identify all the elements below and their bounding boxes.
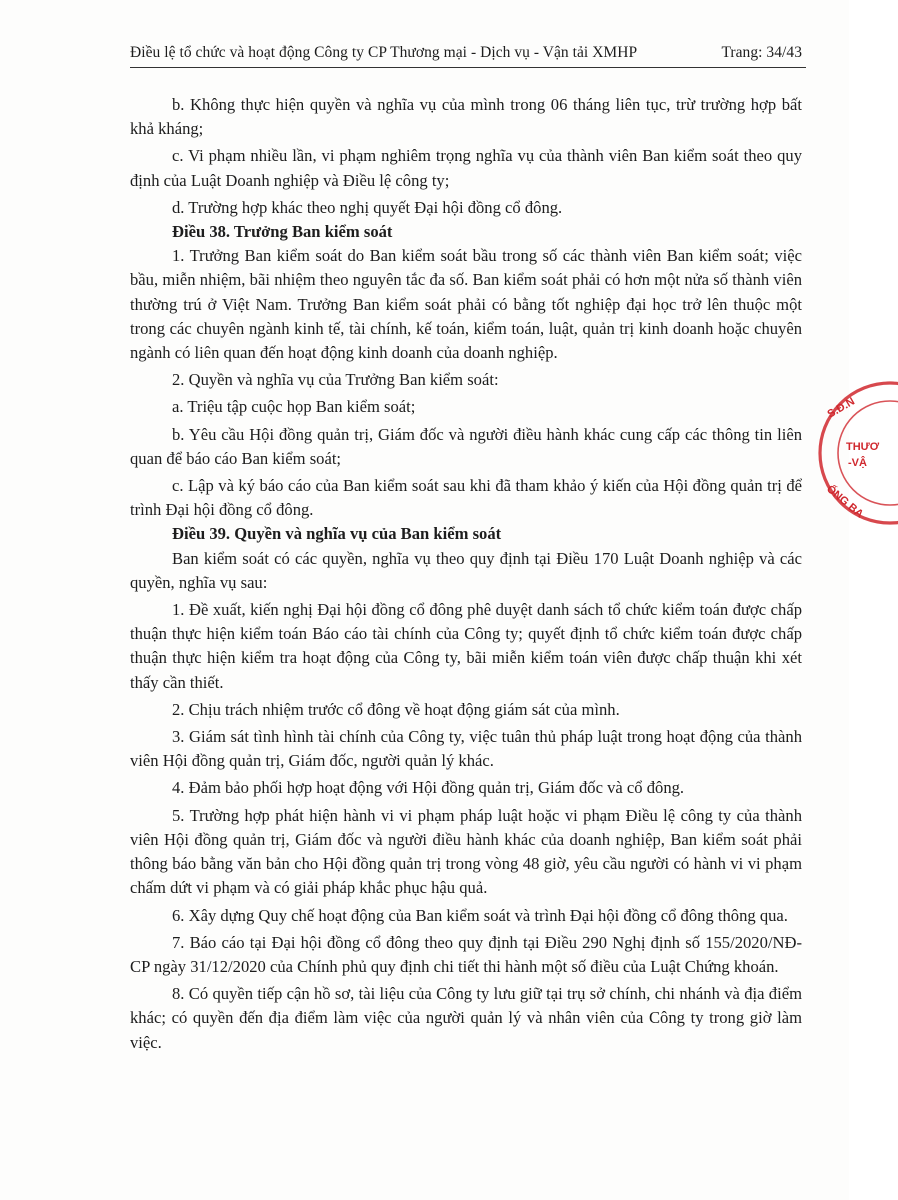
stamp-text-mid2: -VẬ: [848, 457, 867, 469]
page-header: [130, 44, 802, 62]
header-divider: [130, 67, 806, 68]
article-39-heading: Điều 39. Quyền và nghĩa vụ của Ban kiểm soát: [172, 524, 502, 544]
article-39-item-5: 5. Trường hợp phát hiện hành vi vi phạm pháp luật hoặc vi phạm Điều lệ công ty của thành viên Hội đồng quản trị, Giám đốc và người điều hành khác của doanh nghiệp, Ban kiểm soát phải thông báo bằng văn bản cho Hội đồng quản trị trong vòng 48 giờ, yêu cầu người có hành vi vi phạm chấm dứt vi phạm và có giải pháp khắc phục hậu quả.: [130, 805, 802, 898]
article-38-item-2: 2. Quyền và nghĩa vụ của Trưởng Ban kiểm soát:: [172, 370, 499, 390]
article-39-item-8: 8. Có quyền tiếp cận hồ sơ, tài liệu của Công ty lưu giữ tại trụ sở chính, chi nhánh và địa điểm khác; có quyền đến địa điểm làm việc của người quản lý và nhân viên của Công ty trong giờ làm việc.: [130, 984, 802, 1052]
clause-c: c. Vi phạm nhiều lần, vi phạm nghiêm trọng nghĩa vụ của thành viên Ban kiểm soát theo quy định của Luật Doanh nghiệp và Điều lệ công ty;: [130, 146, 802, 190]
stamp-text-top: S.Đ.N: [825, 395, 857, 421]
document-body: [130, 93, 802, 1055]
article-39-item-4: 4. Đảm bảo phối hợp hoạt động với Hội đồng quản trị, Giám đốc và cổ đông.: [172, 778, 685, 798]
article-39-intro: Ban kiểm soát có các quyền, nghĩa vụ theo quy định tại Điều 170 Luật Doanh nghiệp và các quyền, nghĩa vụ sau:: [130, 548, 802, 592]
article-39-item-1: 1. Đề xuất, kiến nghị Đại hội đồng cổ đông phê duyệt danh sách tổ chức kiểm toán được chấp thuận thực hiện kiểm toán Báo cáo tài chính của Công ty; quyết định tổ chức kiểm toán được chấp thuận thực hiện kiểm tra hoạt động của Công ty, bãi miễn kiểm toán viên được chấp thuận khi xét thấy cần thiết.: [130, 600, 802, 692]
company-seal-stamp: [808, 378, 898, 528]
stamp-text-bottom: ỐNG BA: [824, 483, 866, 521]
clause-b: b. Không thực hiện quyền và nghĩa vụ của mình trong 06 tháng liên tục, trừ trường hợp bất khả kháng;: [130, 95, 802, 139]
article-38-item-2b: b. Yêu cầu Hội đồng quản trị, Giám đốc và người điều hành khác cung cấp các thông tin liên quan để báo cáo Ban kiểm soát;: [130, 424, 802, 468]
article-38-item-1: 1. Trưởng Ban kiểm soát do Ban kiểm soát bầu trong số các thành viên Ban kiểm soát; việc bầu, miễn nhiệm, bãi nhiệm theo nguyên tắc đa số. Ban kiểm soát phải có hơn một nửa số thành viên thường trú ở Việt Nam. Trưởng Ban kiểm soát phải có bằng tốt nghiệp đại học trở lên thuộc một trong các chuyên ngành kinh tế, tài chính, kế toán, kiểm toán, luật, quản trị kinh doanh hoặc chuyên ngành có liên quan đến hoạt động kinh doanh của doanh nghiệp.: [130, 246, 802, 363]
article-39-item-3: 3. Giám sát tình hình tài chính của Công ty, việc tuân thủ pháp luật trong hoạt động của thành viên Hội đồng quản trị, Giám đốc, người quản lý khác.: [130, 727, 802, 771]
article-38-item-2a: a. Triệu tập cuộc họp Ban kiểm soát;: [172, 397, 416, 417]
article-39-item-7: 7. Báo cáo tại Đại hội đồng cổ đông theo quy định tại Điều 290 Nghị định số 155/2020/NĐ-CP ngày 31/12/2020 của Chính phủ quy định chi tiết thi hành một số điều của Luật Chứng khoán.: [130, 932, 802, 976]
article-38-item-2c: c. Lập và ký báo cáo của Ban kiểm soát sau khi đã tham khảo ý kiến của Hội đồng quản trị để trình Đại hội đồng cổ đông.: [130, 476, 802, 520]
page-number: Trang: 34/43: [721, 44, 802, 61]
header-title: Điều lệ tổ chức và hoạt động Công ty CP Thương mại - Dịch vụ - Vận tải XMHP: [130, 44, 638, 61]
article-38-heading: Điều 38. Trưởng Ban kiểm soát: [172, 222, 393, 242]
article-39-item-2: 2. Chịu trách nhiệm trước cổ đông về hoạt động giám sát của mình.: [172, 699, 620, 719]
stamp-text-mid1: THƯƠ: [846, 441, 880, 453]
article-39-item-6: 6. Xây dựng Quy chế hoạt động của Ban kiểm soát và trình Đại hội đồng cổ đông thông qua.: [172, 905, 788, 925]
clause-d: d. Trường hợp khác theo nghị quyết Đại hội đồng cổ đông.: [172, 197, 563, 217]
